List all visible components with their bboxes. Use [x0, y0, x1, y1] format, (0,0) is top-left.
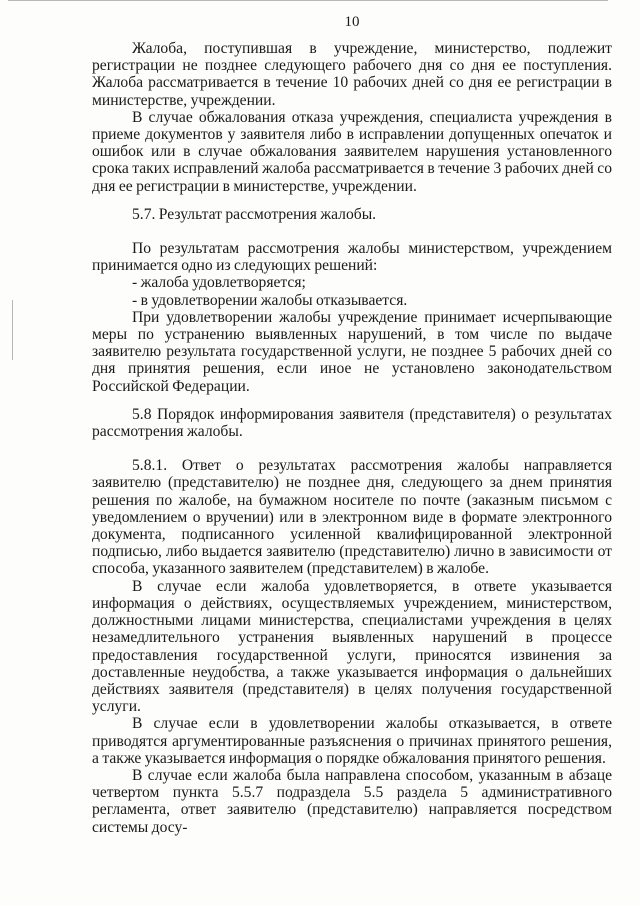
paragraph-measures: При удовлетворении жалобы учреждение принимает исчерпывающие меры по устранению выявленных нарушений, в том числе по выдаче заявителю результата государственной услуги, не позднее 5 рабочих дней со дня принятия решения, если иное не установлено законодательством Российской Федерации.	[92, 308, 612, 395]
list-item-satisfied: - жалоба удовлетворяется;	[132, 274, 306, 292]
page-number: 10	[344, 14, 360, 30]
section-heading-5-7: 5.7. Результат рассмотрения жалобы.	[132, 205, 377, 223]
paragraph-pre-trial-system: В случае если жалоба была направлена способом, указанным в абзаце четвертом пункта 5.5.7 подраздела 5.5 раздела 5 административного регламента, ответ заявителю (представителю) направляется посредством системы досу-	[92, 766, 612, 836]
document-body	[92, 40, 612, 836]
paragraph-if-refused: В случае если в удовлетворении жалобы отказывается, в ответе приводятся аргументированные разъяснения о причинах принятого решения, а также указывается информация о порядке обжалования принятого решения.	[92, 715, 612, 767]
paragraph-decisions-intro: По результатам рассмотрения жалобы министерством, учреждением принимается одно из следующих решений:	[92, 240, 612, 275]
document-page	[92, 0, 612, 905]
paragraph-refusal-appeal: В случае обжалования отказа учреждения, специалиста учреждения в приеме документов у заявителя либо в исправлении допущенных опечаток и ошибок или в случае обжалования заявителем нарушения установленного срока таких исправлений жалоба рассматривается в течение 3 рабочих дней со дня ее регистрации в министерстве, учреждении.	[92, 108, 612, 195]
list-item-refused: - в удовлетворении жалобы отказывается.	[132, 291, 408, 309]
scan-edge-mark-left	[12, 300, 13, 360]
paragraph-if-satisfied: В случае если жалоба удовлетворяется, в ответе указывается информация о действиях, осуществляемых учреждением, министерством, должностными лицами министерства, специалистами учреждения в целях незамедлительного устранения выявленных нарушений в процессе предоставления государственной услуги, приносятся извинения за доставленные неудобства, а также указывается информация о дальнейших действиях заявителя (представителя) в целях получения государственной услуги.	[92, 577, 612, 716]
paragraph-5-8-1: 5.8.1. Ответ о результатах рассмотрения жалобы направляется заявителю (представителю) не позднее дня, следующего за днем принятия решения по жалобе, на бумажном носителе по почте (заказным письмом с уведомлением о вручении) или в электронном виде в формате электронного документа, подписанного усиленной квалифицированной электронной подписью, либо выдается заявителю (представителю) лично в зависимости от способа, указанного заявителем (представителем) в жалобе.	[92, 457, 612, 578]
paragraph-registration: Жалоба, поступившая в учреждение, министерство, подлежит регистрации не позднее следующего рабочего дня со дня ее поступления. Жалоба рассматривается в течение 10 рабочих дней со дня ее регистрации в министерстве, учреждении.	[92, 40, 612, 109]
section-heading-5-8: 5.8 Порядок информирования заявителя (представителя) о результатах рассмотрения жалобы.	[92, 405, 612, 441]
